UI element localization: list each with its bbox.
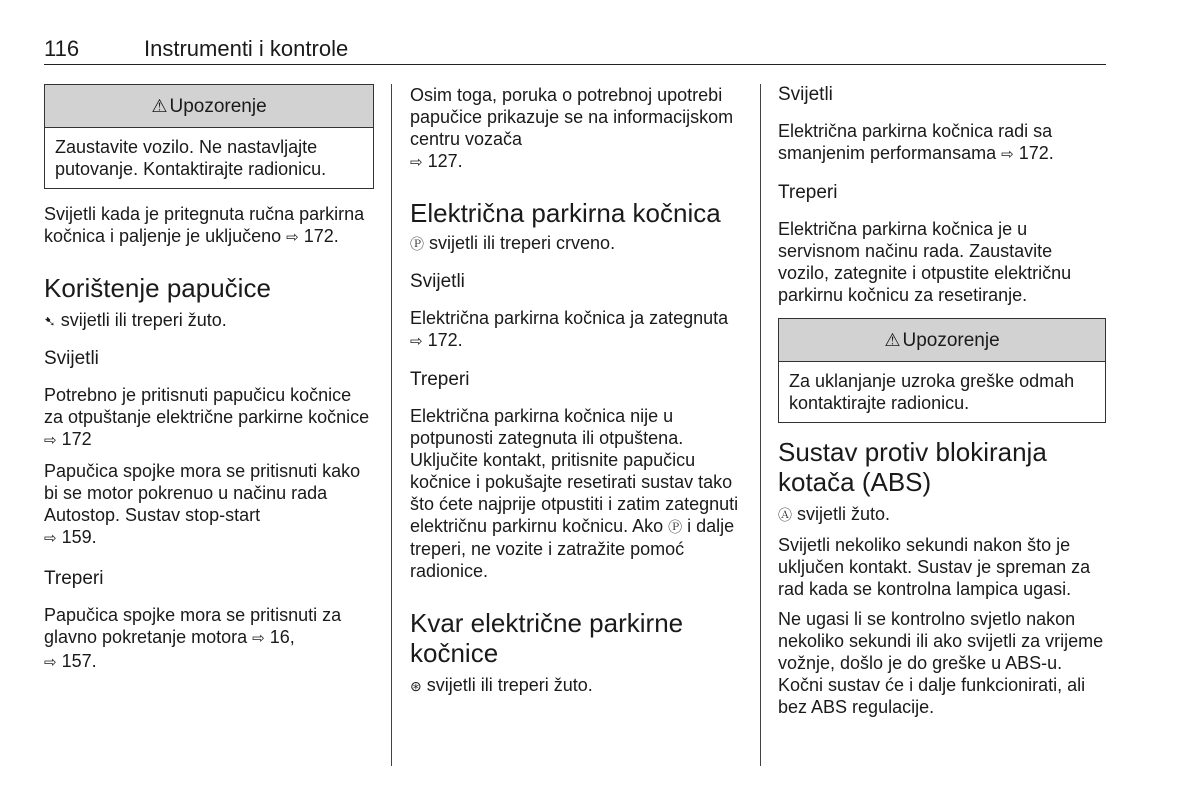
section-heading: Sustav protiv blokiranja kotača (ABS) xyxy=(778,437,1047,497)
subheading: Svijetli xyxy=(410,271,465,292)
page-reference-arrow-icon: ⇨ xyxy=(252,630,265,647)
page-reference[interactable]: 172 xyxy=(61,429,92,449)
page-number: 116 xyxy=(44,36,80,61)
paragraph: Svijetli nekoliko sekundi nakon što je uključen kontakt. Sustav je spreman za rad kada se kontrolna lampica ugasi. xyxy=(778,535,1091,599)
subheading: Svijetli xyxy=(778,84,833,105)
chapter-title: Instrumenti i kontrole xyxy=(144,36,349,61)
paragraph: Električna parkirna kočnica radi sa smanjenim performansama ⇨ 172. xyxy=(778,121,1054,163)
paragraph: Ne ugasi li se kontrolno svjetlo nakon nekoliko sekundi ili ako svijetli za vrijeme vožnje, došlo je do greške u ABS-u. Kočni sustav će i dalje funkcionirati, ali bez ABS regulacije. xyxy=(778,609,1104,717)
section-intro: ⊛ svijetli ili treperi žuto. xyxy=(410,675,593,695)
column-divider xyxy=(760,84,761,766)
paragraph: Električna parkirna kočnica ja zategnuta ⇨ 172. xyxy=(410,308,729,350)
section-heading: Električna parkirna kočnica xyxy=(410,198,721,228)
page-reference[interactable]: 159. xyxy=(61,527,97,547)
paragraph: Papučica spojke mora se pritisnuti za glavno pokretanje motora ⇨ 16, ⇨ 157. xyxy=(44,605,342,671)
column-divider xyxy=(391,84,392,766)
section-intro: Ⓐ svijetli žuto. xyxy=(778,504,891,524)
column-2 xyxy=(410,84,744,697)
page-reference-arrow-icon: ⇨ xyxy=(44,654,57,671)
warning-title: Upozorenje xyxy=(902,330,1000,351)
page-reference[interactable]: 172. xyxy=(1018,143,1054,163)
page-reference[interactable]: 16, xyxy=(269,627,295,647)
page-reference-arrow-icon: ⇨ xyxy=(44,530,57,547)
warning-box xyxy=(778,318,1106,423)
subheading: Svijetli xyxy=(44,348,99,369)
warning-header xyxy=(45,85,373,128)
column-1 xyxy=(44,84,374,674)
page-reference-arrow-icon: ⇨ xyxy=(44,432,57,449)
parking-brake-icon: Ⓟ xyxy=(668,519,683,535)
warning-text: Za uklanjanje uzroka greške odmah kontaktirajte radionicu. xyxy=(789,371,1075,413)
paragraph: Svijetli kada je pritegnuta ručna parkirna kočnica i paljenje je uključeno ⇨ 172. xyxy=(44,204,365,246)
column-3 xyxy=(778,84,1106,718)
page-reference[interactable]: 157. xyxy=(61,651,97,671)
warning-triangle-icon: ⚠ xyxy=(884,330,901,350)
page-reference[interactable]: 127. xyxy=(427,151,463,171)
section-intro: ➷ svijetli ili treperi žuto. xyxy=(44,310,227,330)
warning-header xyxy=(779,319,1105,362)
subheading: Treperi xyxy=(778,182,838,203)
paragraph: Električna parkirna kočnica je u servisnom načinu rada. Zaustavite vozilo, zategnite i otpustite električnu parkirnu kočnicu za resetiranje. xyxy=(778,219,1072,305)
section-heading: Korištenje papučice xyxy=(44,273,271,303)
paragraph: Potrebno je pritisnuti papučicu kočnice za otpuštanje električne parkirne kočnice ⇨ 172 xyxy=(44,385,370,449)
abs-icon: Ⓐ xyxy=(778,507,792,523)
warning-title: Upozorenje xyxy=(169,96,267,117)
subheading: Treperi xyxy=(44,568,104,589)
parking-brake-icon: Ⓟ xyxy=(410,236,424,252)
page-reference-arrow-icon: ⇨ xyxy=(410,333,423,350)
paragraph: Osim toga, poruka o potrebnoj upotrebi papučice prikazuje se na informacijskom centru vozača ⇨ 127. xyxy=(410,85,734,171)
paragraph: Papučica spojke mora se pritisnuti kako bi se motor pokrenuo u načinu rada Autostop. Sustav stop-start ⇨ 159. xyxy=(44,461,361,547)
warning-triangle-icon: ⚠ xyxy=(151,96,168,116)
page-header xyxy=(44,30,1106,65)
page-reference-arrow-icon: ⇨ xyxy=(410,154,423,171)
brake-fault-icon: ⊛ xyxy=(410,678,422,694)
page-reference[interactable]: 172. xyxy=(303,226,339,246)
page-reference-arrow-icon: ⇨ xyxy=(1001,146,1014,163)
section-intro: Ⓟ svijetli ili treperi crveno. xyxy=(410,233,616,253)
warning-box xyxy=(44,84,374,189)
clutch-pedal-icon: ➷ xyxy=(44,313,56,329)
section-heading: Kvar električne parkirne kočnice xyxy=(410,608,684,668)
subheading: Treperi xyxy=(410,369,470,390)
warning-text: Zaustavite vozilo. Ne nastavljajte putovanje. Kontaktirajte radionicu. xyxy=(55,137,327,179)
page-reference-arrow-icon: ⇨ xyxy=(286,229,299,246)
page-reference[interactable]: 172. xyxy=(427,330,463,350)
paragraph: Električna parkirna kočnica nije u potpunosti zategnuta ili otpuštena. Uključite kontakt, pritisnite papučicu kočnice i pokušajte resetirati sustav tako što ćete najprije otpustiti i zatim zategnuti električnu parkirnu kočnicu. Ako Ⓟ i dalje treperi, ne vozite i zatražite pomoć radionice. xyxy=(410,406,739,581)
